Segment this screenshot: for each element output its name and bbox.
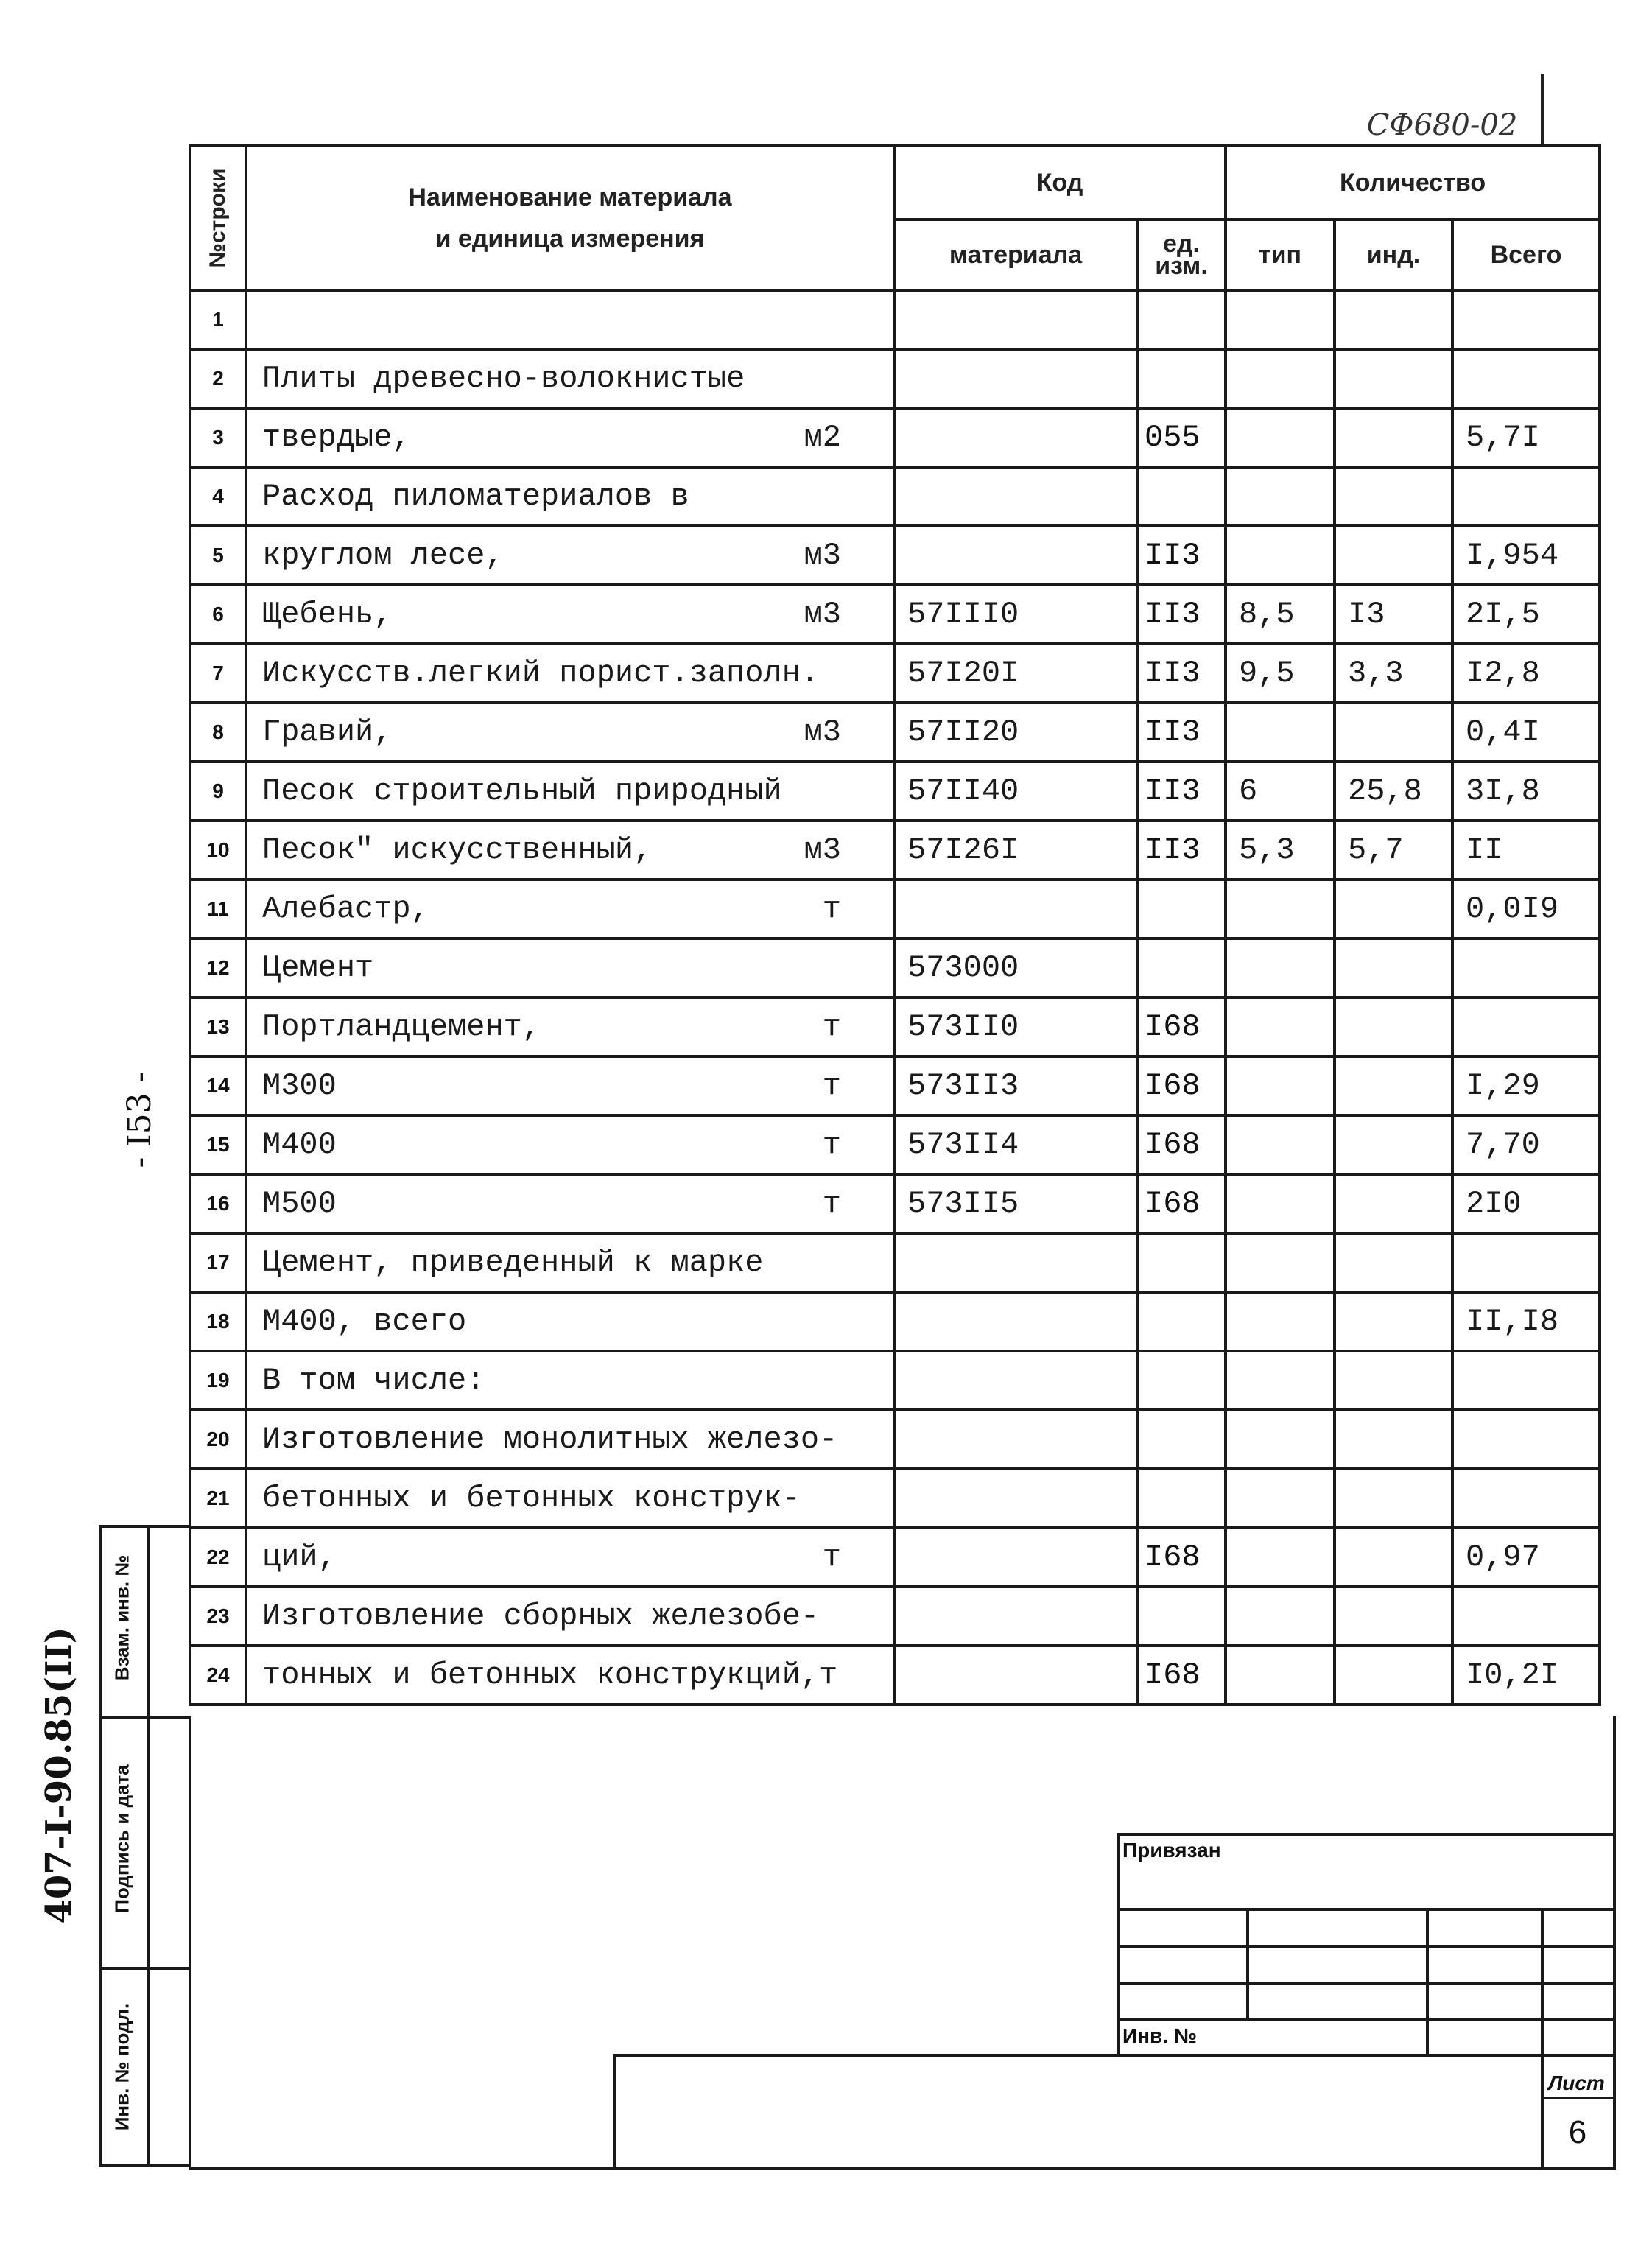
unit-code-cell [1137, 938, 1226, 997]
row-number-cell: 8 [190, 703, 246, 762]
material-name-text: Щебень, [262, 597, 393, 632]
material-name-cell [246, 1646, 894, 1705]
material-code-cell: 57III0 [894, 585, 1137, 644]
row-number-cell: 18 [190, 1292, 246, 1351]
qty-total-cell: I0,2I [1452, 1646, 1600, 1705]
table-row [190, 997, 1600, 1056]
qty-ind-cell [1335, 1351, 1452, 1410]
header-qty-total: Всего [1452, 220, 1600, 290]
material-name-text: Искусств.легкий порист.заполн. [262, 656, 820, 691]
material-name-cell [246, 1233, 894, 1292]
material-unit-text: м3 [804, 715, 841, 750]
unit-code-cell [1137, 1410, 1226, 1469]
material-name-cell [246, 1056, 894, 1115]
row-number-cell: 3 [190, 408, 246, 467]
material-name-cell [246, 1528, 894, 1587]
qty-ind-cell [1335, 349, 1452, 408]
material-name-cell [246, 997, 894, 1056]
title-block-top-line [1117, 1833, 1616, 1836]
material-name-text: М400, всего [262, 1304, 467, 1339]
title-block-main-left [613, 2054, 616, 2170]
qty-ind-cell: 5,7 [1335, 821, 1452, 880]
qty-ind-cell [1335, 1174, 1452, 1233]
table-row [190, 1292, 1600, 1351]
qty-total-cell: I,29 [1452, 1056, 1600, 1115]
sheet-label: Лист [1548, 2071, 1605, 2094]
table-body [190, 290, 1600, 1705]
row-number-cell: 9 [190, 762, 246, 821]
unit-code-cell: 055 [1137, 408, 1226, 467]
qty-type-cell [1226, 938, 1335, 997]
unit-code-cell: I68 [1137, 997, 1226, 1056]
frame-bottom-border [189, 2167, 1616, 2170]
material-name-cell [246, 938, 894, 997]
material-unit-text: м3 [804, 538, 841, 573]
material-name-text: Расход пиломатериалов в [262, 479, 689, 514]
corner-document-code: СФ680-02 [1366, 108, 1518, 142]
material-name-cell [246, 821, 894, 880]
unit-code-cell: II3 [1137, 585, 1226, 644]
header-code-group: Код [894, 146, 1226, 220]
material-code-cell [894, 349, 1137, 408]
qty-total-cell [1452, 1351, 1600, 1410]
qty-total-cell [1452, 997, 1600, 1056]
qty-total-cell: 7,70 [1452, 1115, 1600, 1174]
material-unit-text: т [822, 1068, 841, 1104]
material-name-text: Гравий, [262, 715, 393, 750]
table-row [190, 1469, 1600, 1528]
qty-total-cell: 0,4I [1452, 703, 1600, 762]
table-row [190, 1115, 1600, 1174]
material-unit-text: т [822, 1127, 841, 1162]
qty-type-cell: 6 [1226, 762, 1335, 821]
qty-type-cell: 9,5 [1226, 644, 1335, 703]
qty-type-cell [1226, 1410, 1335, 1469]
row-number-cell: 13 [190, 997, 246, 1056]
materials-table [189, 144, 1601, 1706]
material-name-text: ций, [262, 1540, 337, 1575]
qty-total-cell: 0,0I9 [1452, 880, 1600, 938]
qty-type-cell [1226, 1469, 1335, 1528]
qty-total-cell: II,I8 [1452, 1292, 1600, 1351]
qty-ind-cell [1335, 408, 1452, 467]
qty-type-cell [1226, 1174, 1335, 1233]
material-name-cell [246, 1351, 894, 1410]
qty-ind-cell [1335, 703, 1452, 762]
qty-type-cell [1226, 1646, 1335, 1705]
qty-ind-cell [1335, 1056, 1452, 1115]
table-row [190, 1174, 1600, 1233]
material-code-cell [894, 1233, 1137, 1292]
qty-ind-cell [1335, 1469, 1452, 1528]
qty-type-cell [1226, 526, 1335, 585]
material-name-cell [246, 467, 894, 526]
material-code-cell [894, 1410, 1137, 1469]
qty-ind-cell [1335, 1587, 1452, 1646]
material-name-cell [246, 1292, 894, 1351]
material-name-text: Песок строительный природный [262, 773, 782, 809]
qty-type-cell [1226, 1528, 1335, 1587]
table-row [190, 703, 1600, 762]
material-code-cell [894, 290, 1137, 349]
qty-type-cell: 5,3 [1226, 821, 1335, 880]
header-material-name: Наименование материала и единица измерения [246, 146, 894, 290]
unit-code-cell [1137, 467, 1226, 526]
table-row [190, 762, 1600, 821]
material-name-cell [246, 585, 894, 644]
material-code-cell: 573000 [894, 938, 1137, 997]
qty-ind-cell [1335, 1528, 1452, 1587]
material-name-text: бетонных и бетонных конструк- [262, 1481, 801, 1516]
row-number-cell: 23 [190, 1587, 246, 1646]
unit-code-cell: II3 [1137, 526, 1226, 585]
table-row [190, 880, 1600, 938]
material-code-cell: 57I20I [894, 644, 1137, 703]
row-number-cell: 17 [190, 1233, 246, 1292]
material-code-cell [894, 1469, 1137, 1528]
qty-type-cell [1226, 1351, 1335, 1410]
qty-type-cell [1226, 1292, 1335, 1351]
table-row [190, 1410, 1600, 1469]
table-row [190, 644, 1600, 703]
frame-right-border [1613, 1716, 1616, 2170]
material-name-text: твердые, [262, 420, 411, 455]
header-qty-ind: инд. [1335, 220, 1452, 290]
row-number-cell: 20 [190, 1410, 246, 1469]
material-name-cell [246, 880, 894, 938]
table-row [190, 1587, 1600, 1646]
header-unit-code: ед. изм. [1137, 220, 1226, 290]
material-name-cell [246, 1469, 894, 1528]
table-row [190, 821, 1600, 880]
qty-total-cell [1452, 938, 1600, 997]
material-name-cell [246, 526, 894, 585]
title-block-grid-line [1541, 1908, 1544, 2170]
row-number-cell: 24 [190, 1646, 246, 1705]
table-row [190, 1233, 1600, 1292]
qty-ind-cell [1335, 526, 1452, 585]
qty-type-cell [1226, 408, 1335, 467]
material-unit-text: м2 [804, 420, 841, 455]
material-name-cell [246, 290, 894, 349]
qty-total-cell [1452, 1410, 1600, 1469]
unit-code-cell: II3 [1137, 703, 1226, 762]
qty-total-cell: 0,97 [1452, 1528, 1600, 1587]
material-name-cell [246, 1587, 894, 1646]
material-unit-text: т [822, 1540, 841, 1575]
table-row [190, 1351, 1600, 1410]
qty-ind-cell [1335, 997, 1452, 1056]
side-page-number: - I53 - [121, 1071, 158, 1168]
material-name-cell [246, 349, 894, 408]
qty-ind-cell: I3 [1335, 585, 1452, 644]
qty-ind-cell [1335, 938, 1452, 997]
material-code-cell [894, 1587, 1137, 1646]
row-number-cell: 1 [190, 290, 246, 349]
unit-code-cell: I68 [1137, 1174, 1226, 1233]
material-unit-text: м3 [804, 832, 841, 868]
material-code-cell [894, 1646, 1137, 1705]
material-unit-text: т [822, 1186, 841, 1221]
material-name-text: Плиты древесно-волокнистые [262, 361, 745, 396]
material-name-text: Изготовление сборных железобе- [262, 1599, 820, 1634]
qty-ind-cell: 3,3 [1335, 644, 1452, 703]
material-name-text: Изготовление монолитных железо- [262, 1422, 838, 1457]
unit-code-cell: I68 [1137, 1646, 1226, 1705]
unit-code-cell [1137, 1292, 1226, 1351]
qty-type-cell [1226, 467, 1335, 526]
row-number-cell: 21 [190, 1469, 246, 1528]
material-name-cell [246, 703, 894, 762]
material-name-text: Портландцемент, [262, 1009, 541, 1045]
qty-type-cell [1226, 703, 1335, 762]
unit-code-cell: II3 [1137, 762, 1226, 821]
material-unit-text: т [822, 1009, 841, 1045]
material-name-cell [246, 408, 894, 467]
material-name-text: Алебастр, [262, 891, 429, 927]
qty-ind-cell [1335, 1292, 1452, 1351]
qty-total-cell: 2I0 [1452, 1174, 1600, 1233]
qty-total-cell [1452, 290, 1600, 349]
sheet-box-line [1541, 2097, 1616, 2099]
table-row [190, 290, 1600, 349]
qty-type-cell [1226, 1056, 1335, 1115]
row-number-cell: 5 [190, 526, 246, 585]
title-block-privyazan: Привязан [1122, 1839, 1221, 1862]
table-row [190, 1056, 1600, 1115]
material-name-cell [246, 644, 894, 703]
unit-code-cell: II3 [1137, 821, 1226, 880]
qty-total-cell: II [1452, 821, 1600, 880]
row-number-cell: 19 [190, 1351, 246, 1410]
unit-code-cell [1137, 1351, 1226, 1410]
material-code-cell: 57II40 [894, 762, 1137, 821]
qty-ind-cell [1335, 1115, 1452, 1174]
qty-total-cell: 3I,8 [1452, 762, 1600, 821]
table-row [190, 1528, 1600, 1587]
material-code-cell [894, 1528, 1137, 1587]
material-name-cell [246, 1410, 894, 1469]
material-name-text: Цемент, приведенный к марке [262, 1245, 764, 1280]
qty-total-cell [1452, 467, 1600, 526]
row-number-cell: 16 [190, 1174, 246, 1233]
table-row [190, 1646, 1600, 1705]
table-row [190, 349, 1600, 408]
qty-ind-cell: 25,8 [1335, 762, 1452, 821]
material-code-cell [894, 408, 1137, 467]
qty-ind-cell [1335, 1410, 1452, 1469]
corner-mark-line [1541, 74, 1544, 144]
material-unit-text: т [822, 891, 841, 927]
row-number-cell: 2 [190, 349, 246, 408]
table-row [190, 585, 1600, 644]
table-row [190, 526, 1600, 585]
header-qty-type: тип [1226, 220, 1335, 290]
qty-total-cell [1452, 1587, 1600, 1646]
sheet-number: 6 [1568, 2114, 1587, 2150]
material-code-cell: 57II20 [894, 703, 1137, 762]
row-number-cell: 14 [190, 1056, 246, 1115]
material-code-cell: 573II5 [894, 1174, 1137, 1233]
qty-type-cell [1226, 1587, 1335, 1646]
table-row [190, 938, 1600, 997]
qty-total-cell: 2I,5 [1452, 585, 1600, 644]
unit-code-cell [1137, 1587, 1226, 1646]
row-number-cell: 6 [190, 585, 246, 644]
qty-ind-cell [1335, 1646, 1452, 1705]
qty-type-cell [1226, 1115, 1335, 1174]
frame-left-border [189, 1716, 191, 2170]
material-code-cell: 573II3 [894, 1056, 1137, 1115]
qty-total-cell [1452, 349, 1600, 408]
material-name-text: Цемент [262, 950, 374, 986]
qty-total-cell: I2,8 [1452, 644, 1600, 703]
row-number-cell: 4 [190, 467, 246, 526]
header-quantity-group: Количество [1226, 146, 1600, 220]
material-name-text: В том числе: [262, 1363, 485, 1398]
qty-total-cell [1452, 1469, 1600, 1528]
qty-type-cell [1226, 880, 1335, 938]
unit-code-cell: I68 [1137, 1528, 1226, 1587]
row-number-cell: 11 [190, 880, 246, 938]
material-code-cell [894, 880, 1137, 938]
unit-code-cell [1137, 349, 1226, 408]
title-block-grid-line [1426, 1908, 1429, 2055]
title-block-main-top [613, 2054, 1616, 2057]
material-name-cell [246, 1115, 894, 1174]
qty-type-cell: 8,5 [1226, 585, 1335, 644]
unit-code-cell [1137, 880, 1226, 938]
row-number-cell: 10 [190, 821, 246, 880]
unit-code-cell: II3 [1137, 644, 1226, 703]
material-code-cell: 57I26I [894, 821, 1137, 880]
qty-type-cell [1226, 1233, 1335, 1292]
title-block-inv-no: Инв. № [1122, 2024, 1198, 2047]
material-code-cell [894, 467, 1137, 526]
material-code-cell: 573II0 [894, 997, 1137, 1056]
qty-total-cell: 5,7I [1452, 408, 1600, 467]
table-header-row-1 [190, 146, 1600, 220]
material-code-cell [894, 1351, 1137, 1410]
qty-ind-cell [1335, 467, 1452, 526]
row-number-cell: 15 [190, 1115, 246, 1174]
row-number-cell: 22 [190, 1528, 246, 1587]
qty-type-cell [1226, 349, 1335, 408]
material-name-text: М500 [262, 1186, 337, 1221]
material-code-cell [894, 526, 1137, 585]
table-row [190, 408, 1600, 467]
qty-ind-cell [1335, 1233, 1452, 1292]
material-code-cell: 573II4 [894, 1115, 1137, 1174]
table-row [190, 467, 1600, 526]
material-name-cell [246, 1174, 894, 1233]
material-name-text: круглом лесе, [262, 538, 504, 573]
header-row-number: №строки [190, 146, 246, 290]
unit-code-cell: I68 [1137, 1115, 1226, 1174]
unit-code-cell [1137, 1469, 1226, 1528]
material-name-cell [246, 762, 894, 821]
material-name-text: тонных и бетонных конструкций,т [262, 1657, 838, 1693]
unit-code-cell [1137, 1233, 1226, 1292]
material-name-text: Песок" искусственный, [262, 832, 653, 868]
header-material-code: материала [894, 220, 1137, 290]
title-block-grid-line [1246, 1908, 1249, 2018]
qty-type-cell [1226, 997, 1335, 1056]
qty-ind-cell [1335, 880, 1452, 938]
material-name-text: М300 [262, 1068, 337, 1104]
qty-total-cell: I,954 [1452, 526, 1600, 585]
row-number-cell: 7 [190, 644, 246, 703]
row-number-cell: 12 [190, 938, 246, 997]
unit-code-cell [1137, 290, 1226, 349]
qty-ind-cell [1335, 290, 1452, 349]
material-code-cell [894, 1292, 1137, 1351]
qty-total-cell [1452, 1233, 1600, 1292]
material-name-text: М400 [262, 1127, 337, 1162]
material-unit-text: м3 [804, 597, 841, 632]
unit-code-cell: I68 [1137, 1056, 1226, 1115]
qty-type-cell [1226, 290, 1335, 349]
